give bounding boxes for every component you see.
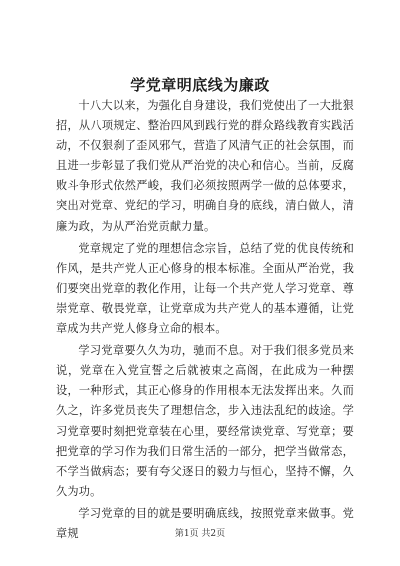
document-body (56, 96, 354, 544)
paragraph: 十八大以来，为强化自身建设，我们党使出了一大批狠招，从八项规定、整治四风到践行党的群众路线教育实践活动，不仅狠刹了歪风邪气，营造了风清气正的社会氛围，而且进一步彰显了我们党从严治党的决心和信心。当前，反腐败斗争形式依然严峻，我们必须按照两学一做的总体要求，突出对党章、党纪的学习，明确自身的底线，清白做人，清廉为政，为从严治党贡献力量。 (56, 99, 354, 233)
paragraph: 党章规定了党的理想信念宗旨，总结了党的优良传统和作风，是共产党人正心修身的根本标准。全面从严治党，我们要突出党章的教化作用，让每一个共产党人学习党章、尊崇党章、敬畏党章，让党章成为共产党人的基本遵循，让党章成为共产党人修身立命的根本。 (56, 241, 354, 336)
document-title: 学党章明底线为廉政 (130, 76, 270, 94)
paragraph: 学习党章的目的就是要明确底线，按照党章来做事。党章规 (56, 506, 354, 540)
page-number-footer: 第1页 共2页 (174, 529, 226, 539)
paragraph: 学习党章要久久为功，驰而不息。对于我们很多党员来说，党章在入党宣誓之后就被束之高阁，在此成为一种摆设，一种形式，其正心修身的作用根本无法发挥出来。久而久之，许多党员丧失了理想信念，步入违法乱纪的歧途。学习党章要时刻把党章装在心里，要经常读党章、写党章；要把党章的学习作为我们日常生活的一部分，把学当做常态，不学当做病态；要有夸父逐日的毅力与恒心，坚持不懈，久久为功。 (56, 344, 354, 498)
